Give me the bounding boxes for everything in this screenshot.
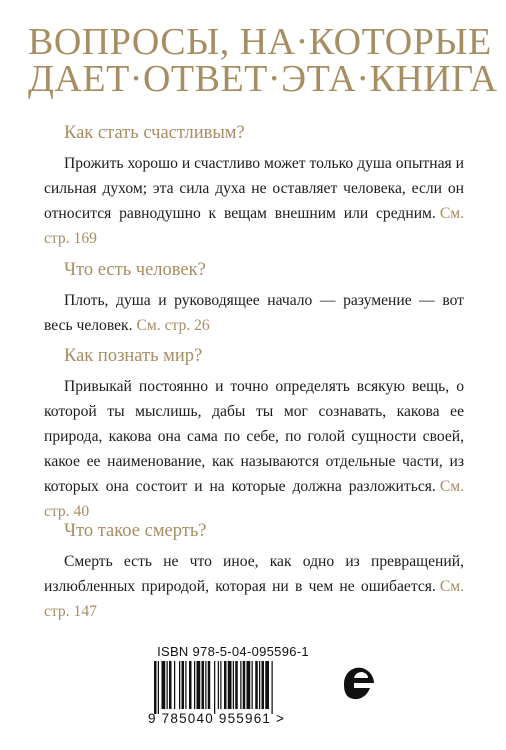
isbn-label: ISBN 978-5-04-095596-1 [157, 644, 309, 659]
section-question: Как познать мир? [64, 346, 203, 366]
section-death [44, 520, 464, 624]
barcode [148, 644, 318, 734]
section-question: Что такое смерть? [64, 521, 207, 541]
barcode-bar [189, 661, 192, 709]
barcode-bar [202, 661, 205, 709]
barcode-bar [259, 661, 260, 709]
barcode-bar [174, 661, 175, 709]
barcode-bar [228, 661, 232, 709]
section-human [44, 259, 464, 338]
barcode-digits: 9 785040 955961 > [148, 711, 286, 726]
eksmo-logo-icon [336, 662, 380, 706]
barcode-bar [235, 661, 238, 709]
section-answer [44, 151, 464, 251]
barcode-bar [167, 661, 168, 709]
answer-text: Плоть, душа и руководящее начало — разумение — вот весь человек. [44, 292, 464, 334]
headline-line-1: ВОПРОСЫ, НА·КОТОРЫЕ [28, 21, 492, 63]
headline-line-2: ДАЕТ·ОТВЕТ·ЭТА·КНИГА [28, 58, 498, 100]
section-answer [44, 288, 464, 338]
page-reference: См. стр. 26 [136, 317, 210, 334]
barcode-bar [218, 661, 219, 709]
barcode-bar [220, 661, 221, 709]
barcode-bar [179, 661, 180, 709]
barcode-bar [265, 661, 269, 709]
barcode-bar [154, 661, 157, 714]
barcode-bar [240, 661, 241, 709]
section-answer [44, 374, 464, 524]
section-question: Как стать счастливым? [64, 123, 245, 143]
barcode-bar [182, 661, 185, 709]
barcode-bar [224, 661, 227, 709]
barcode-bar [233, 661, 234, 709]
barcode-bar [208, 661, 211, 709]
barcode-bar [194, 661, 195, 709]
page-reference: См. стр. 147 [44, 578, 464, 620]
barcode-bar [255, 661, 258, 709]
section-answer [44, 549, 464, 624]
barcode-bar [262, 661, 265, 709]
page-reference: См. стр. 169 [44, 205, 464, 247]
barcode-bar [185, 661, 186, 709]
barcode-bar [243, 661, 246, 709]
barcode-bar [272, 661, 273, 714]
answer-text: Привыкай постоянно и точно определять всякую вещь, о которой ты мыслишь, дабы ты мог сознавать, какова ее природа, какова она сама по себе, по голой сущности своей, какое ее наименование, как называются отдельные части, из которых она состоит и на которые должна разложиться. [44, 378, 464, 495]
barcode-bar [169, 661, 172, 709]
headline [28, 21, 498, 100]
barcode-bar [252, 661, 253, 709]
barcode-bar [197, 661, 201, 709]
answer-text: Прожить хорошо и счастливо может только душа опытная и сильная духом; эта сила духа не оставляет человека, если он относится равнодушно к вещам внешним или средним. [44, 155, 464, 222]
barcode-bar [205, 661, 206, 709]
barcode-bar [162, 661, 166, 709]
answer-text: Смерть есть не что иное, как одно из превращений, излюбленных природой, которая ни в чем не ошибается. [44, 553, 464, 595]
page-reference: См. стр. 40 [44, 478, 464, 520]
section-question: Что есть человек? [64, 260, 206, 280]
barcode-bar [247, 661, 251, 709]
section-world [44, 345, 464, 524]
barcode-bar [214, 661, 215, 714]
section-happiness [44, 122, 464, 251]
barcode-bar [158, 661, 159, 714]
barcode-bars [148, 644, 318, 716]
